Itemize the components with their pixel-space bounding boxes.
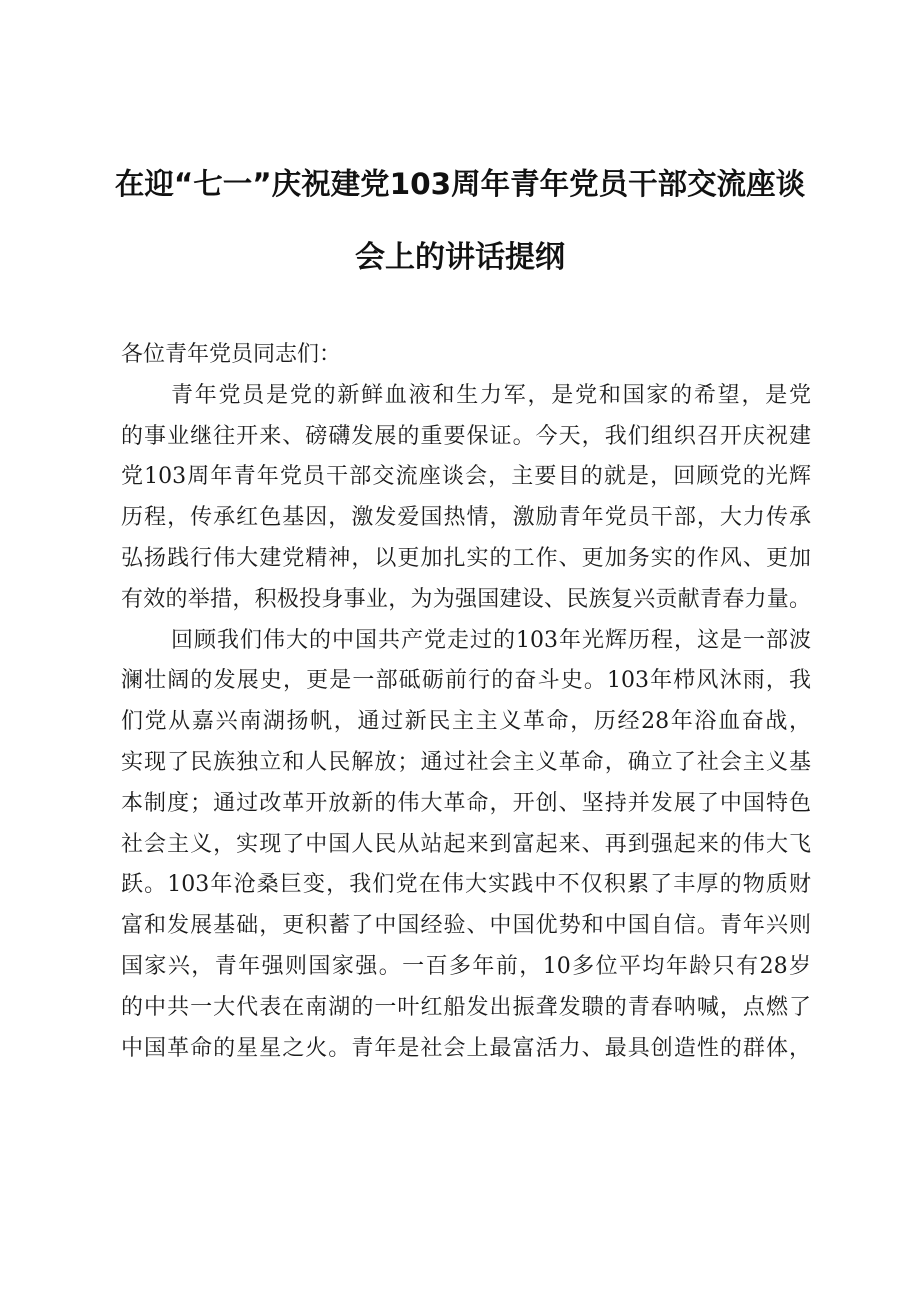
body-line: 们党从嘉兴南湖扬帆，通过新民主主义革命，历经28年浴血奋战， bbox=[121, 709, 811, 735]
body-line: 本制度；通过改革开放新的伟大革命，开创、坚持并发展了中国特色 bbox=[121, 790, 811, 816]
body-line: 中国革命的星星之火。青年是社会上最富活力、最具创造性的群体， bbox=[121, 1035, 811, 1061]
body-line: 的事业继往开来、磅礴发展的重要保证。今天，我们组织召开庆祝建 bbox=[121, 423, 811, 449]
body-line: 弘扬践行伟大建党精神，以更加扎实的工作、更加务实的作风、更加 bbox=[121, 545, 811, 571]
body-line: 实现了民族独立和人民解放；通过社会主义革命，确立了社会主义基 bbox=[121, 749, 811, 775]
body-line: 青年党员是党的新鲜血液和生力军，是党和国家的希望，是党 bbox=[171, 382, 811, 408]
salutation: 各位青年党员同志们： bbox=[121, 342, 342, 367]
body-line: 跃。103年沧桑巨变，我们党在伟大实践中不仅积累了丰厚的物质财 bbox=[121, 872, 811, 898]
body-line: 历程，传承红色基因，激发爱国热情，激励青年党员干部，大力传承 bbox=[121, 505, 811, 531]
body-line: 富和发展基础，更积蓄了中国经验、中国优势和中国自信。青年兴则 bbox=[121, 913, 811, 939]
body-line: 有效的举措，积极投身事业，为为强国建设、民族复兴贡献青春力量。 bbox=[121, 586, 811, 612]
document-title-line-2: 会上的讲话提纲 bbox=[355, 240, 565, 275]
body-line: 澜壮阔的发展史，更是一部砥砺前行的奋斗史。103年栉风沐雨，我 bbox=[121, 668, 811, 694]
body-line: 国家兴，青年强则国家强。一百多年前，10多位平均年龄只有28岁 bbox=[121, 953, 811, 979]
body-line: 回顾我们伟大的中国共产党走过的103年光辉历程，这是一部波 bbox=[171, 627, 811, 653]
document-title-line-1: 在迎“七一”庆祝建党103周年青年党员干部交流座谈 bbox=[114, 167, 806, 201]
document-body bbox=[121, 335, 811, 1069]
body-line: 党103周年青年党员干部交流座谈会，主要目的就是，回顾党的光辉 bbox=[121, 464, 811, 490]
body-line: 社会主义，实现了中国人民从站起来到富起来、再到强起来的伟大飞 bbox=[121, 831, 811, 857]
body-line: 的中共一大代表在南湖的一叶红船发出振聋发聩的青春呐喊，点燃了 bbox=[121, 994, 811, 1020]
